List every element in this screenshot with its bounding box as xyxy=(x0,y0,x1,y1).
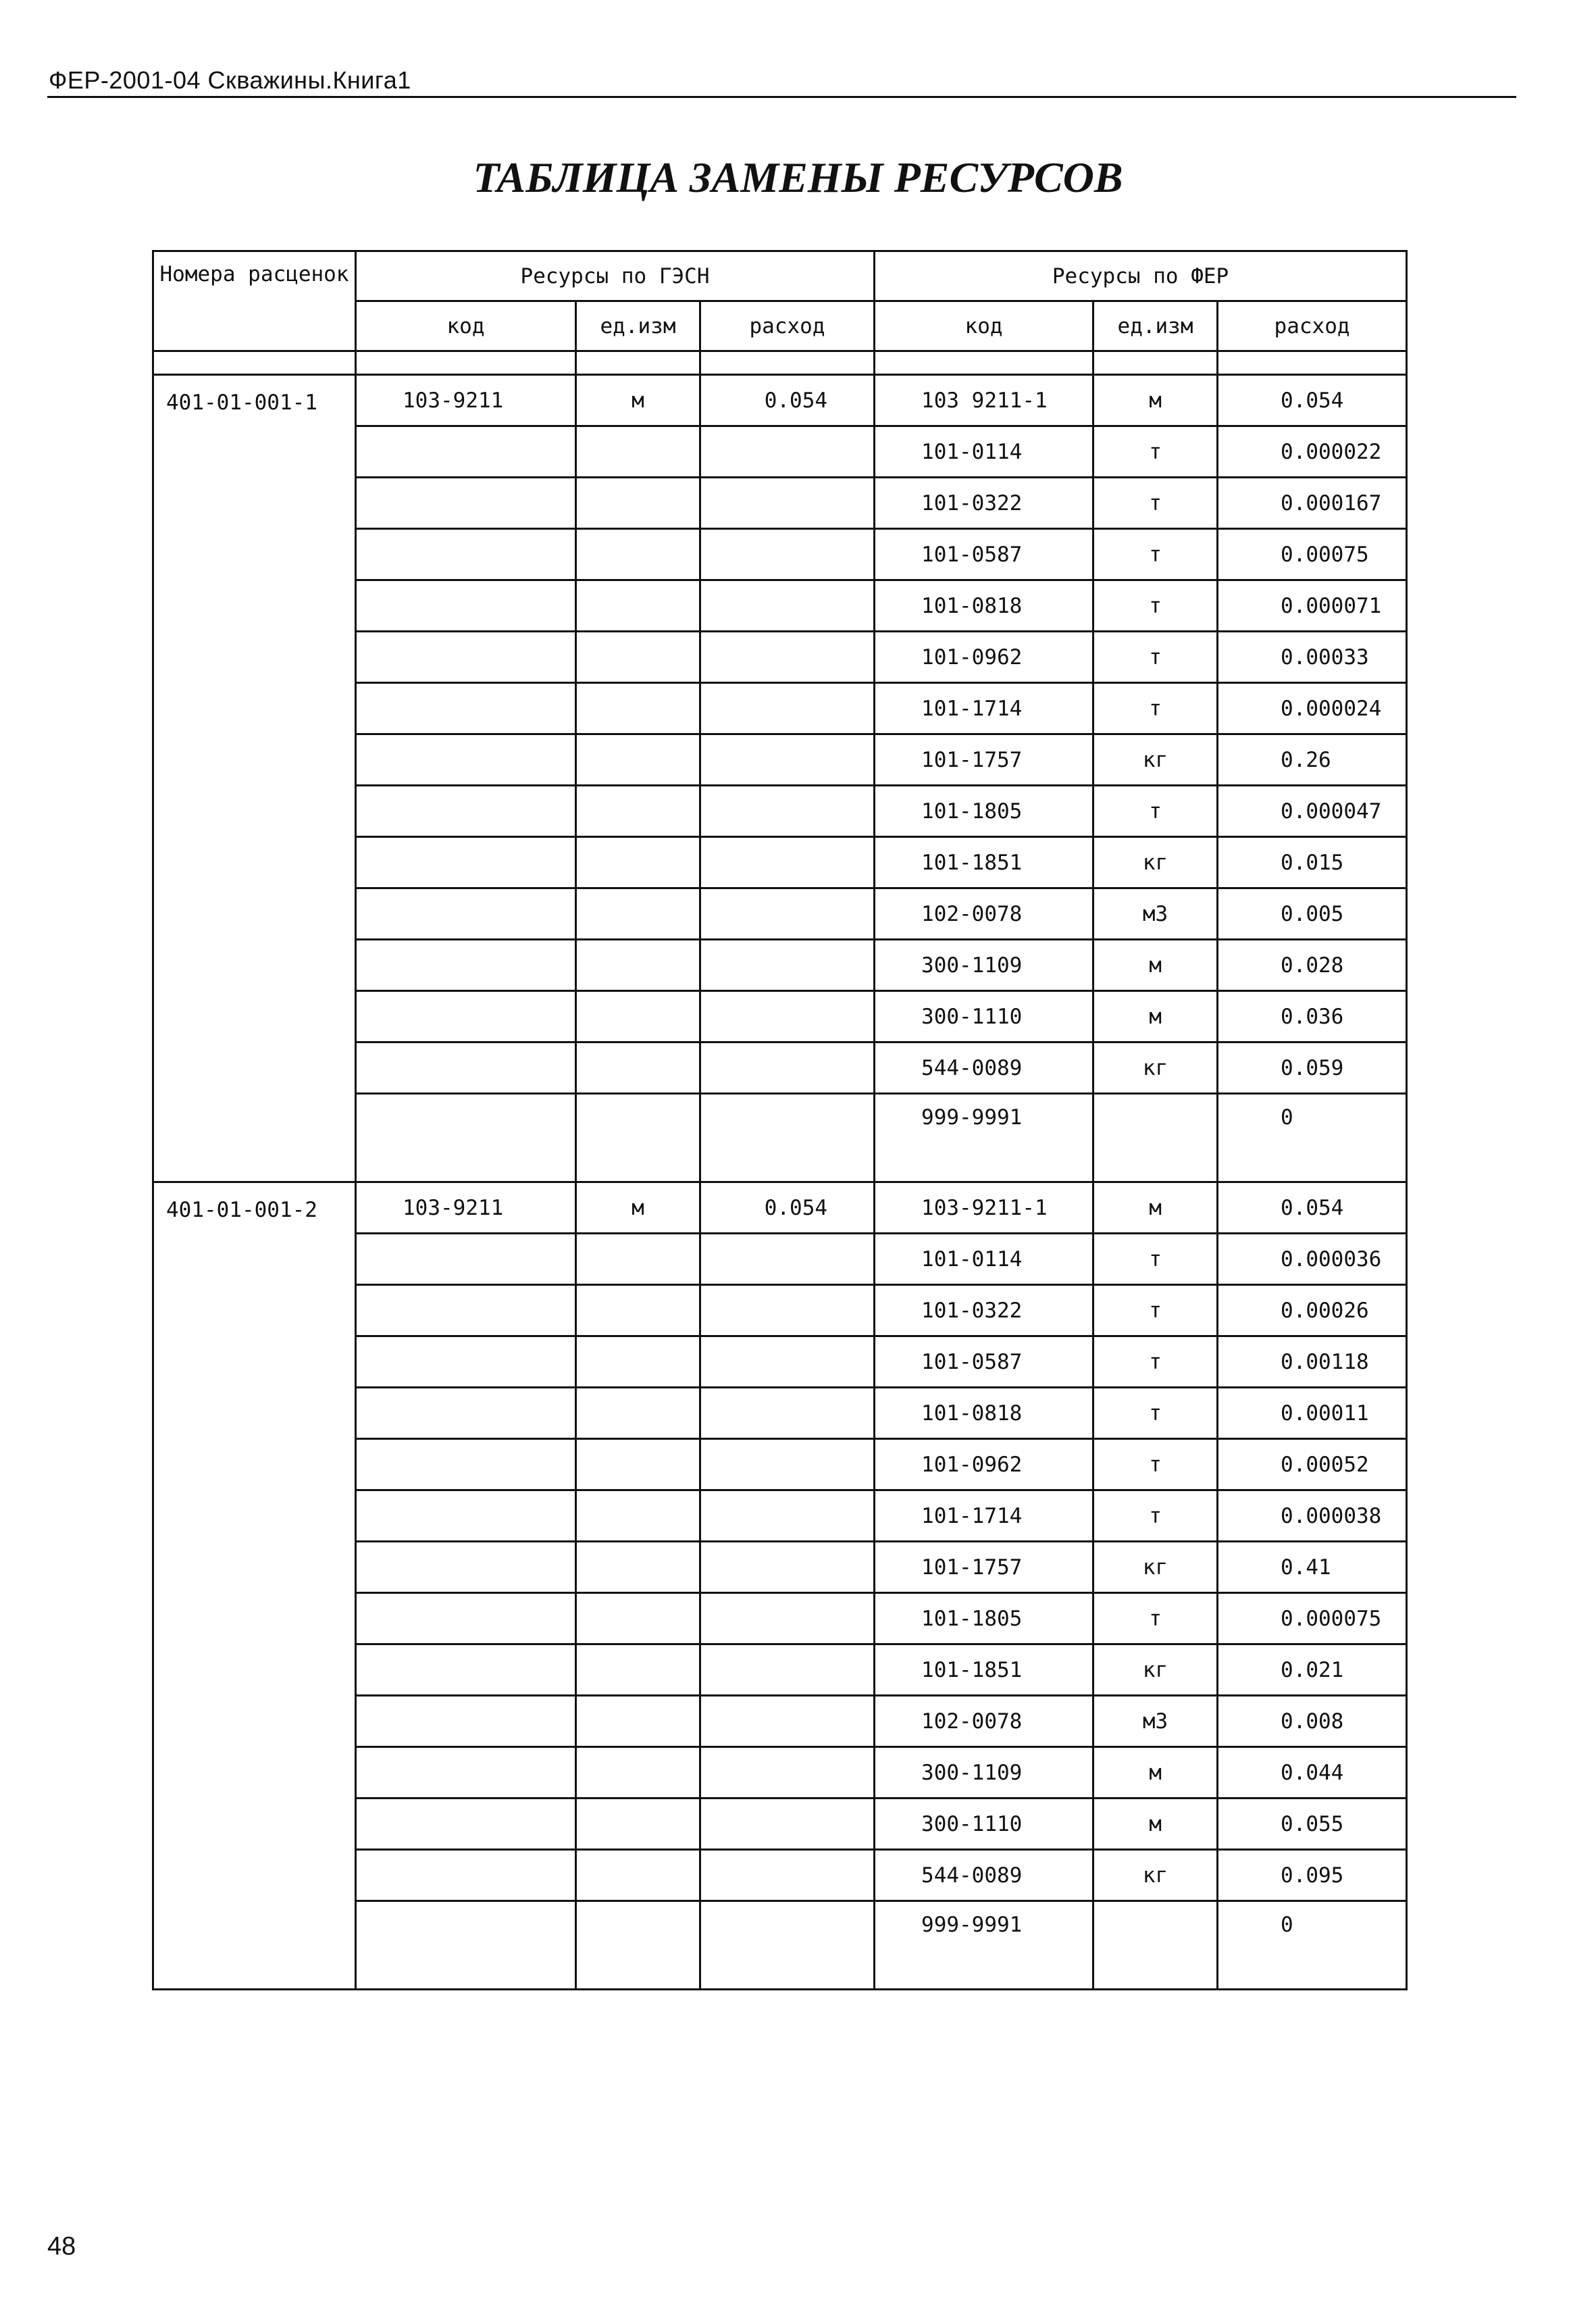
fer-code: 300-1109 xyxy=(875,940,1093,991)
gesn-code: 103-9211 xyxy=(356,375,576,426)
gesn-qty xyxy=(700,1388,875,1439)
fer-code: 102-0078 xyxy=(875,888,1093,940)
gesn-unit xyxy=(576,1490,700,1542)
fer-qty: 0.008 xyxy=(1218,1696,1407,1747)
fer-code: 544-0089 xyxy=(875,1850,1093,1901)
header-fer-code: код xyxy=(875,301,1093,351)
fer-qty: 0 xyxy=(1218,1094,1407,1182)
fer-code: 103 9211-1 xyxy=(875,375,1093,426)
header-fer-unit: ед.изм xyxy=(1093,301,1218,351)
gesn-qty: 0.054 xyxy=(700,375,875,426)
gesn-unit xyxy=(576,888,700,940)
gesn-code xyxy=(356,888,576,940)
fer-code: 101-0818 xyxy=(875,580,1093,632)
fer-qty: 0.000038 xyxy=(1218,1490,1407,1542)
gesn-code xyxy=(356,991,576,1042)
fer-qty: 0.26 xyxy=(1218,734,1407,786)
gesn-qty xyxy=(700,1696,875,1747)
fer-code: 999-9991 xyxy=(875,1901,1093,1990)
table-row xyxy=(153,1182,1407,1234)
fer-qty: 0.015 xyxy=(1218,837,1407,888)
gesn-code xyxy=(356,1439,576,1490)
fer-unit: кг xyxy=(1093,1850,1218,1901)
gesn-qty xyxy=(700,888,875,940)
gesn-qty xyxy=(700,1901,875,1990)
table-row xyxy=(153,375,1407,426)
gesn-qty xyxy=(700,1542,875,1593)
fer-unit: кг xyxy=(1093,734,1218,786)
fer-unit: м xyxy=(1093,940,1218,991)
fer-unit: т xyxy=(1093,1490,1218,1542)
gesn-unit xyxy=(576,1696,700,1747)
fer-unit: т xyxy=(1093,1593,1218,1644)
fer-qty: 0.054 xyxy=(1218,375,1407,426)
gesn-code xyxy=(356,1094,576,1182)
gesn-unit xyxy=(576,1850,700,1901)
gesn-code xyxy=(356,734,576,786)
fer-unit: м xyxy=(1093,1799,1218,1850)
fer-qty: 0.00033 xyxy=(1218,632,1407,683)
gesn-qty xyxy=(700,478,875,529)
gesn-code xyxy=(356,580,576,632)
gesn-qty xyxy=(700,683,875,734)
rate-number: 401-01-001-2 xyxy=(153,1182,356,1990)
gesn-qty xyxy=(700,1747,875,1799)
gesn-code xyxy=(356,1388,576,1439)
table-body xyxy=(153,375,1407,1990)
fer-unit: м xyxy=(1093,1747,1218,1799)
fer-qty: 0.00026 xyxy=(1218,1285,1407,1336)
fer-qty: 0.059 xyxy=(1218,1042,1407,1094)
gesn-unit xyxy=(576,734,700,786)
gesn-qty xyxy=(700,1094,875,1182)
gesn-code xyxy=(356,1542,576,1593)
gesn-code xyxy=(356,1234,576,1285)
fer-code: 101-0962 xyxy=(875,1439,1093,1490)
fer-code: 101-0322 xyxy=(875,478,1093,529)
fer-qty: 0.000022 xyxy=(1218,426,1407,478)
gesn-unit xyxy=(576,580,700,632)
gesn-unit xyxy=(576,940,700,991)
fer-unit: т xyxy=(1093,683,1218,734)
page-title: ТАБЛИЦА ЗАМЕНЫ РЕСУРСОВ xyxy=(473,153,1123,201)
fer-code: 101-0587 xyxy=(875,529,1093,580)
gesn-qty xyxy=(700,1285,875,1336)
gesn-unit xyxy=(576,1901,700,1990)
gesn-code xyxy=(356,1042,576,1094)
fer-code: 300-1110 xyxy=(875,991,1093,1042)
gesn-qty xyxy=(700,1850,875,1901)
fer-unit: т xyxy=(1093,632,1218,683)
fer-unit: м3 xyxy=(1093,1696,1218,1747)
header-fer-group: Ресурсы по ФЕР xyxy=(875,251,1407,301)
gesn-unit xyxy=(576,1285,700,1336)
gesn-code xyxy=(356,786,576,837)
gesn-qty xyxy=(700,580,875,632)
fer-code: 101-0114 xyxy=(875,426,1093,478)
running-header: ФЕР-2001-04 Скважины.Книга1 xyxy=(49,66,411,94)
gesn-code xyxy=(356,529,576,580)
gesn-code xyxy=(356,632,576,683)
fer-qty: 0.005 xyxy=(1218,888,1407,940)
gesn-qty xyxy=(700,734,875,786)
fer-code: 103-9211-1 xyxy=(875,1182,1093,1234)
gesn-code xyxy=(356,1799,576,1850)
fer-unit: м xyxy=(1093,1182,1218,1234)
header-gesn-unit: ед.изм xyxy=(576,301,700,351)
fer-unit: т xyxy=(1093,1285,1218,1336)
fer-qty: 0.054 xyxy=(1218,1182,1407,1234)
gesn-code xyxy=(356,1490,576,1542)
gesn-code xyxy=(356,1901,576,1990)
gesn-code xyxy=(356,1696,576,1747)
gesn-code xyxy=(356,1850,576,1901)
gesn-unit xyxy=(576,1593,700,1644)
gesn-unit xyxy=(576,1094,700,1182)
fer-qty: 0.036 xyxy=(1218,991,1407,1042)
fer-unit: т xyxy=(1093,1439,1218,1490)
gesn-unit xyxy=(576,426,700,478)
gesn-unit xyxy=(576,1388,700,1439)
gesn-unit xyxy=(576,478,700,529)
fer-unit: кг xyxy=(1093,1542,1218,1593)
fer-unit: т xyxy=(1093,478,1218,529)
fer-qty: 0.000167 xyxy=(1218,478,1407,529)
gesn-code xyxy=(356,426,576,478)
gesn-qty xyxy=(700,1234,875,1285)
gesn-unit xyxy=(576,1439,700,1490)
fer-code: 101-1757 xyxy=(875,734,1093,786)
fer-code: 999-9991 xyxy=(875,1094,1093,1182)
gesn-code xyxy=(356,940,576,991)
gesn-code xyxy=(356,1644,576,1696)
fer-qty: 0 xyxy=(1218,1901,1407,1990)
gesn-qty xyxy=(700,426,875,478)
fer-code: 101-0114 xyxy=(875,1234,1093,1285)
header-gesn-qty: расход xyxy=(700,301,875,351)
gesn-unit xyxy=(576,1799,700,1850)
fer-qty: 0.000075 xyxy=(1218,1593,1407,1644)
fer-unit: т xyxy=(1093,1388,1218,1439)
fer-code: 300-1110 xyxy=(875,1799,1093,1850)
fer-code: 101-1714 xyxy=(875,683,1093,734)
rate-number: 401-01-001-1 xyxy=(153,375,356,1182)
gesn-code xyxy=(356,683,576,734)
gesn-qty xyxy=(700,1336,875,1388)
gesn-qty xyxy=(700,786,875,837)
fer-code: 101-1851 xyxy=(875,837,1093,888)
fer-unit: т xyxy=(1093,426,1218,478)
fer-code: 101-0962 xyxy=(875,632,1093,683)
gesn-unit xyxy=(576,837,700,888)
gesn-code xyxy=(356,478,576,529)
fer-code: 101-1714 xyxy=(875,1490,1093,1542)
gesn-qty xyxy=(700,1042,875,1094)
fer-unit: т xyxy=(1093,786,1218,837)
fer-qty: 0.021 xyxy=(1218,1644,1407,1696)
gesn-qty: 0.054 xyxy=(700,1182,875,1234)
fer-code: 101-0587 xyxy=(875,1336,1093,1388)
gesn-unit xyxy=(576,1042,700,1094)
header-gesn-group: Ресурсы по ГЭСН xyxy=(356,251,875,301)
fer-code: 101-0818 xyxy=(875,1388,1093,1439)
fer-qty: 0.000071 xyxy=(1218,580,1407,632)
header-spacer-row xyxy=(153,351,1407,375)
fer-qty: 0.044 xyxy=(1218,1747,1407,1799)
gesn-qty xyxy=(700,1799,875,1850)
header-numbers: Номера расценок xyxy=(153,251,356,351)
fer-unit: м xyxy=(1093,375,1218,426)
page-number: 48 xyxy=(47,2232,76,2261)
gesn-qty xyxy=(700,1490,875,1542)
gesn-unit xyxy=(576,1747,700,1799)
fer-qty: 0.055 xyxy=(1218,1799,1407,1850)
gesn-code xyxy=(356,1593,576,1644)
fer-unit: т xyxy=(1093,580,1218,632)
gesn-qty xyxy=(700,1439,875,1490)
fer-code: 101-1757 xyxy=(875,1542,1093,1593)
fer-unit xyxy=(1093,1901,1218,1990)
gesn-unit xyxy=(576,1336,700,1388)
gesn-unit xyxy=(576,991,700,1042)
fer-unit xyxy=(1093,1094,1218,1182)
fer-code: 102-0078 xyxy=(875,1696,1093,1747)
fer-code: 101-1851 xyxy=(875,1644,1093,1696)
gesn-code xyxy=(356,1285,576,1336)
fer-code: 101-1805 xyxy=(875,1593,1093,1644)
fer-qty: 0.00052 xyxy=(1218,1439,1407,1490)
fer-qty: 0.095 xyxy=(1218,1850,1407,1901)
header-gesn-code: код xyxy=(356,301,576,351)
gesn-qty xyxy=(700,1593,875,1644)
gesn-unit xyxy=(576,1542,700,1593)
gesn-code xyxy=(356,837,576,888)
fer-unit: кг xyxy=(1093,1644,1218,1696)
fer-unit: т xyxy=(1093,1234,1218,1285)
fer-unit: т xyxy=(1093,1336,1218,1388)
gesn-unit xyxy=(576,632,700,683)
header-rule xyxy=(47,96,1516,98)
gesn-unit xyxy=(576,683,700,734)
gesn-qty xyxy=(700,940,875,991)
gesn-qty xyxy=(700,529,875,580)
fer-qty: 0.00118 xyxy=(1218,1336,1407,1388)
fer-unit: м xyxy=(1093,991,1218,1042)
fer-code: 300-1109 xyxy=(875,1747,1093,1799)
gesn-code xyxy=(356,1336,576,1388)
gesn-qty xyxy=(700,837,875,888)
fer-unit: т xyxy=(1093,529,1218,580)
resource-replacement-table xyxy=(152,250,1408,1990)
fer-qty: 0.00075 xyxy=(1218,529,1407,580)
gesn-code xyxy=(356,1747,576,1799)
fer-unit: кг xyxy=(1093,1042,1218,1094)
gesn-unit xyxy=(576,1644,700,1696)
fer-qty: 0.000024 xyxy=(1218,683,1407,734)
fer-qty: 0.000036 xyxy=(1218,1234,1407,1285)
fer-unit: кг xyxy=(1093,837,1218,888)
gesn-qty xyxy=(700,1644,875,1696)
fer-qty: 0.00011 xyxy=(1218,1388,1407,1439)
fer-code: 101-1805 xyxy=(875,786,1093,837)
fer-qty: 0.41 xyxy=(1218,1542,1407,1593)
fer-code: 101-0322 xyxy=(875,1285,1093,1336)
fer-qty: 0.000047 xyxy=(1218,786,1407,837)
fer-qty: 0.028 xyxy=(1218,940,1407,991)
gesn-qty xyxy=(700,632,875,683)
fer-unit: м3 xyxy=(1093,888,1218,940)
gesn-unit xyxy=(576,786,700,837)
gesn-qty xyxy=(700,991,875,1042)
fer-code: 544-0089 xyxy=(875,1042,1093,1094)
gesn-unit: м xyxy=(576,375,700,426)
gesn-unit: м xyxy=(576,1182,700,1234)
header-fer-qty: расход xyxy=(1218,301,1407,351)
gesn-code: 103-9211 xyxy=(356,1182,576,1234)
gesn-unit xyxy=(576,529,700,580)
gesn-unit xyxy=(576,1234,700,1285)
